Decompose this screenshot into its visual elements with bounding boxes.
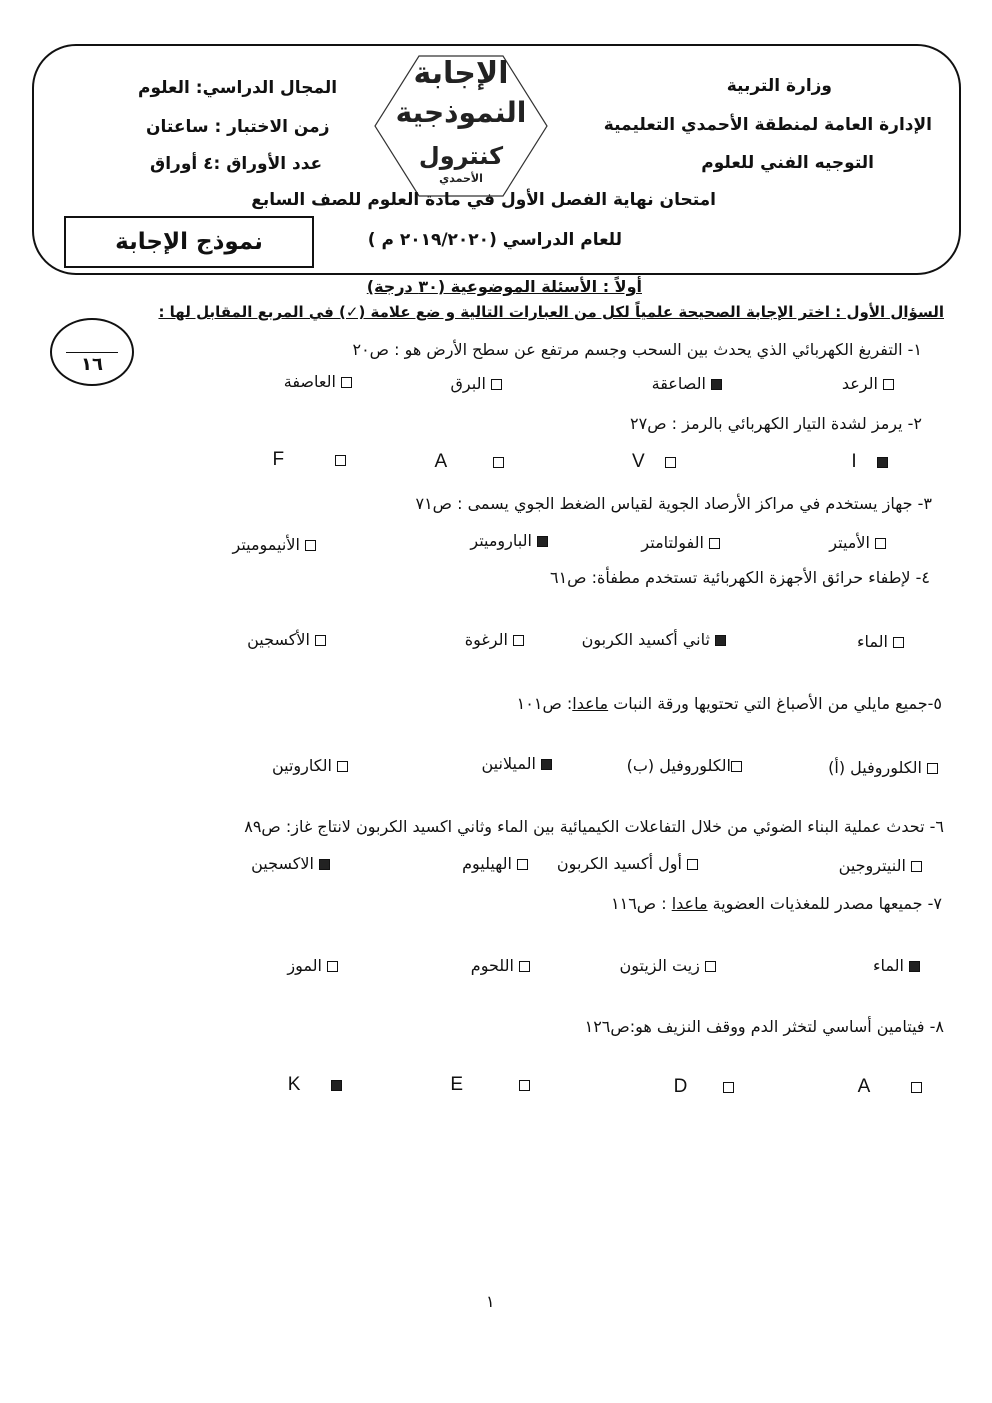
q4-option-2-checkbox[interactable]: [715, 635, 726, 646]
stamp-text-2: النموذجية: [395, 96, 527, 129]
q8-option-4[interactable]: K: [288, 1074, 342, 1096]
q5-option-1-checkbox[interactable]: [927, 763, 938, 774]
q5-option-3-checkbox[interactable]: [541, 759, 552, 770]
q5-option-3[interactable]: الميلانين: [482, 754, 553, 773]
q7-option-4-checkbox[interactable]: [327, 961, 338, 972]
q1-option-4[interactable]: العاصفة: [284, 372, 352, 391]
q8-option-2[interactable]: D: [674, 1076, 734, 1098]
stamp-text-4: الأحمدي: [439, 172, 483, 185]
question-instruction: السؤال الأول : اختر الإجابة الصحيحة علمياً لكل من العبارات التالية و ضع علامة (✓) في المربع المقابل لها :: [158, 303, 944, 321]
score-circle: [50, 318, 134, 386]
q3-option-1-checkbox[interactable]: [875, 538, 886, 549]
q7-option-4[interactable]: الموز: [287, 956, 338, 975]
q7-option-3[interactable]: اللحوم: [471, 956, 530, 975]
question-2: ٢- يرمز لشدة التيار الكهربائي بالرمز : ص٢٧: [630, 414, 922, 433]
q5-option-1[interactable]: الكلوروفيل (أ): [828, 758, 938, 777]
q8-option-1-checkbox[interactable]: [911, 1082, 922, 1093]
page-number: ١: [486, 1292, 495, 1311]
q6-option-2[interactable]: أول أكسيد الكربون: [557, 854, 698, 873]
q6-option-1[interactable]: النيتروجين: [839, 856, 922, 875]
q8-option-3[interactable]: E: [450, 1074, 530, 1096]
q6-option-3[interactable]: الهيليوم: [462, 854, 528, 873]
q3-option-4[interactable]: الأنيموميتر: [232, 535, 316, 554]
q3-option-3[interactable]: الباروميتر: [470, 531, 548, 550]
q5-option-4-checkbox[interactable]: [337, 761, 348, 772]
question-3: ٣- جهاز يستخدم في مراكز الأرصاد الجوية لقياس الضغط الجوي يسمى : ص٧١: [415, 494, 932, 513]
q6-option-4[interactable]: الاكسجين: [251, 854, 330, 873]
q5-option-2-checkbox[interactable]: [731, 761, 742, 772]
district-name: الإدارة العامة لمنطقة الأحمدي التعليمية: [603, 115, 932, 135]
question-5: ٥-جميع مايلي من الأصباغ التي تحتويها ورقة النبات ماعدا: ص١٠١: [516, 694, 942, 713]
q3-option-2-checkbox[interactable]: [709, 538, 720, 549]
question-6: ٦- تحدث عملية البناء الضوئي من خلال التفاعلات الكيميائية بين الماء وثاني اكسيد الكربون لانتاج غاز: ص٨٩: [244, 817, 944, 836]
q2-option-1-checkbox[interactable]: [877, 457, 888, 468]
q6-option-3-checkbox[interactable]: [517, 859, 528, 870]
answer-model-label: نموذج الإجابة: [115, 229, 263, 255]
stamp-text-3: كنترول: [418, 142, 504, 170]
q2-option-3[interactable]: A: [435, 451, 504, 473]
question-4: ٤- لإطفاء حرائق الأجهزة الكهربائية تستخدم مطفأة: ص٦١: [549, 568, 930, 587]
stamp-text-1: الإجابة: [413, 56, 509, 91]
q1-option-3-checkbox[interactable]: [491, 379, 502, 390]
q4-option-3[interactable]: الرغوة: [465, 630, 524, 649]
pages-count: عدد الأوراق :٤ أوراق: [150, 154, 323, 174]
section-title: أولاً : الأسئلة الموضوعية (٣٠ درجة): [366, 277, 642, 296]
q8-option-3-checkbox[interactable]: [519, 1080, 530, 1091]
q2-option-3-checkbox[interactable]: [493, 457, 504, 468]
q2-option-1[interactable]: I: [851, 451, 888, 473]
q7-option-3-checkbox[interactable]: [519, 961, 530, 972]
q1-option-2-checkbox[interactable]: [711, 379, 722, 390]
exam-duration: زمن الاختبار : ساعتان: [146, 117, 330, 137]
question-8: ٨- فيتامين أساسي لتخثر الدم ووقف النزيف هو:ص١٢٦: [584, 1017, 944, 1036]
q8-option-4-checkbox[interactable]: [331, 1080, 342, 1091]
supervision-name: التوجيه الفني للعلوم: [701, 153, 874, 173]
ministry-name: وزارة التربية: [726, 76, 832, 96]
score-value: ١٦: [81, 354, 103, 375]
school-year: للعام الدراسي (٢٠١٩/٢٠٢٠ م ): [367, 230, 622, 250]
q8-option-1[interactable]: A: [858, 1076, 922, 1098]
q7-option-2[interactable]: زيت الزيتون: [619, 956, 716, 975]
q4-option-4[interactable]: الأكسجين: [247, 630, 326, 649]
q1-option-2[interactable]: الصاعقة: [652, 374, 722, 393]
q6-option-4-checkbox[interactable]: [319, 859, 330, 870]
q4-option-1[interactable]: الماء: [857, 632, 904, 651]
answer-key-stamp: [373, 52, 549, 200]
q6-option-2-checkbox[interactable]: [687, 859, 698, 870]
q2-option-4[interactable]: F: [273, 449, 346, 471]
q7-option-1[interactable]: الماء: [873, 956, 920, 975]
question-1: ١- التفريغ الكهربائي الذي يحدث بين السحب وجسم مرتفع عن سطح الأرض هو : ص٢٠: [352, 340, 922, 359]
q5-option-4[interactable]: الكاروتين: [272, 756, 348, 775]
q3-option-4-checkbox[interactable]: [305, 540, 316, 551]
q2-option-2-checkbox[interactable]: [665, 457, 676, 468]
q3-option-3-checkbox[interactable]: [537, 536, 548, 547]
q4-option-2[interactable]: ثاني أكسيد الكربون: [582, 630, 726, 649]
q1-option-4-checkbox[interactable]: [341, 377, 352, 388]
q1-option-1[interactable]: الرعد: [842, 374, 894, 393]
q4-option-4-checkbox[interactable]: [315, 635, 326, 646]
q3-option-2[interactable]: الفولتامتر: [641, 533, 720, 552]
exam-title: امتحان نهاية الفصل الأول في مادة العلوم للصف السابع: [251, 190, 716, 210]
q6-option-1-checkbox[interactable]: [911, 861, 922, 872]
q4-option-1-checkbox[interactable]: [893, 637, 904, 648]
answer-model-box: [64, 216, 314, 268]
q4-option-3-checkbox[interactable]: [513, 635, 524, 646]
question-7: ٧- جميعها مصدر للمغذيات العضوية ماعدا : ص١١٦: [611, 894, 942, 913]
q1-option-3[interactable]: البرق: [451, 374, 502, 393]
subject-field: المجال الدراسي: العلوم: [138, 78, 338, 98]
q3-option-1[interactable]: الأميتر: [829, 533, 886, 552]
q1-option-1-checkbox[interactable]: [883, 379, 894, 390]
q7-option-2-checkbox[interactable]: [705, 961, 716, 972]
q8-option-2-checkbox[interactable]: [723, 1082, 734, 1093]
q2-option-4-checkbox[interactable]: [335, 455, 346, 466]
q7-option-1-checkbox[interactable]: [909, 961, 920, 972]
q2-option-2[interactable]: V: [632, 451, 676, 473]
q5-option-2[interactable]: الكلوروفيل (ب): [627, 756, 742, 775]
